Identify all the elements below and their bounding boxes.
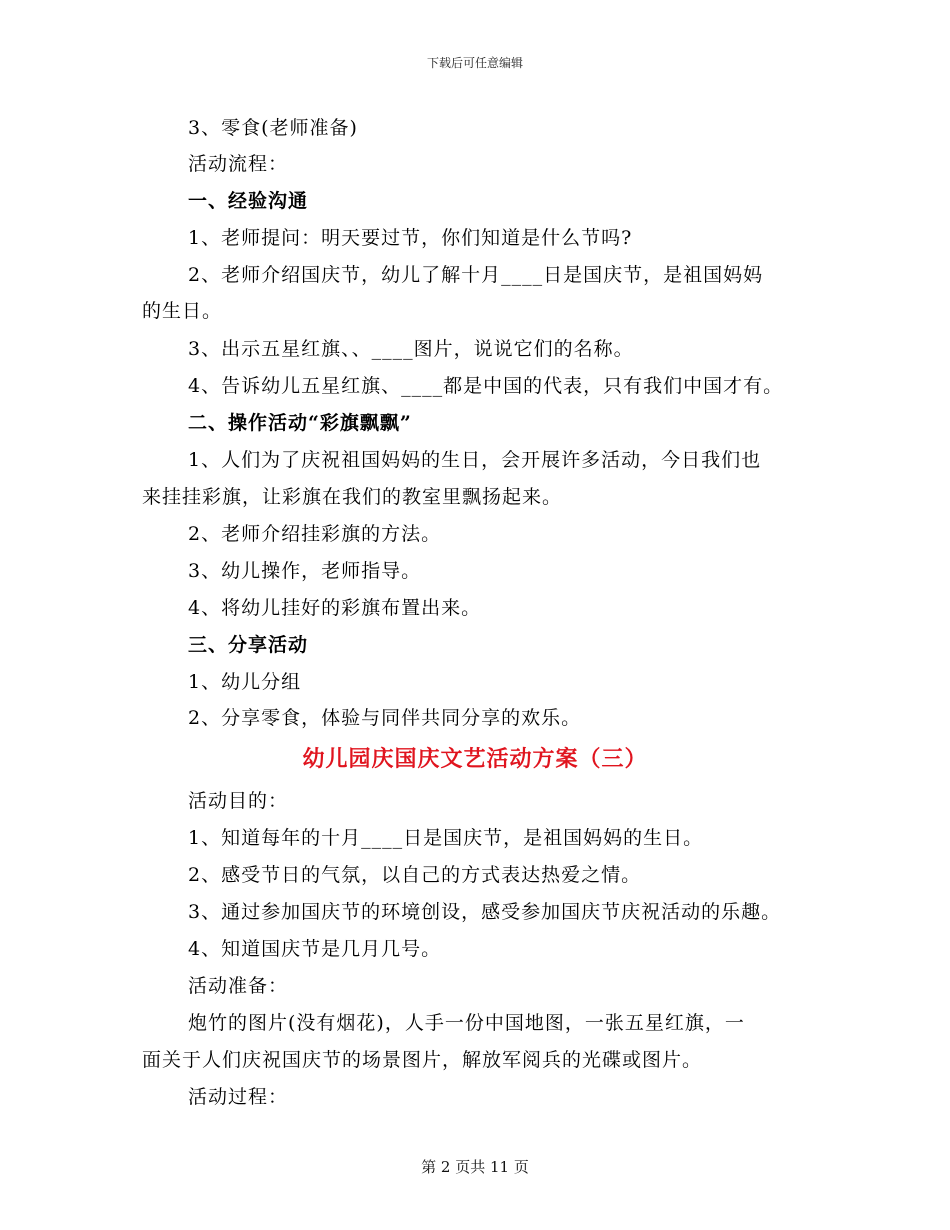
paragraph-line: 1、老师提问：明天要过节，你们知道是什么节吗? <box>188 227 633 249</box>
paragraph-line: 2、老师介绍挂彩旗的方法。 <box>188 523 442 545</box>
section-heading: 二、操作活动“彩旗飘飘” <box>188 412 412 434</box>
paragraph-line: 活动准备： <box>188 975 289 997</box>
paragraph-line: 2、分享零食，体验与同伴共同分享的欢乐。 <box>188 707 582 729</box>
paragraph-line: 活动流程： <box>188 153 289 175</box>
paragraph-line: 活动目的： <box>188 790 289 812</box>
paragraph-line: 的生日。 <box>142 300 223 322</box>
paragraph-line: 炮竹的图片(没有烟花)，人手一份中国地图，一张五星红旗，一 <box>188 1012 745 1034</box>
paragraph-line: 2、老师介绍国庆节，幼儿了解十月____日是国庆节，是祖国妈妈 <box>188 264 764 286</box>
paragraph-line: 1、人们为了庆祝祖国妈妈的生日，会开展许多活动，今日我们也 <box>188 449 762 471</box>
section-heading: 一、经验沟通 <box>188 190 309 212</box>
paragraph-line: 3、零食(老师准备) <box>188 117 358 139</box>
paragraph-line: 面关于人们庆祝国庆节的场景图片，解放军阅兵的光碟或图片。 <box>142 1049 703 1071</box>
section-heading: 三、分享活动 <box>188 634 309 656</box>
paragraph-line: 3、通过参加国庆节的环境创设，感受参加国庆节庆祝活动的乐趣。 <box>188 901 782 923</box>
page-footer: 第 2 页共 11 页 <box>421 1158 529 1176</box>
paragraph-line: 1、知道每年的十月____日是国庆节，是祖国妈妈的生日。 <box>188 827 704 849</box>
paragraph-line: 4、告诉幼儿五星红旗、____都是中国的代表，只有我们中国才有。 <box>188 375 784 397</box>
paragraph-line: 1、幼儿分组 <box>188 671 302 693</box>
page-header: 下载后可任意编辑 <box>426 56 523 70</box>
paragraph-line: 来挂挂彩旗，让彩旗在我们的教室里飘扬起来。 <box>142 486 563 508</box>
paragraph-line: 3、出示五星红旗、、____图片，说说它们的名称。 <box>188 338 634 360</box>
paragraph-line: 活动过程： <box>188 1086 289 1108</box>
paragraph-line: 3、幼儿操作，老师指导。 <box>188 560 422 582</box>
paragraph-line: 4、将幼儿挂好的彩旗布置出来。 <box>188 597 482 619</box>
paragraph-line: 2、感受节日的气氛，以自己的方式表达热爱之情。 <box>188 864 642 886</box>
paragraph-line: 4、知道国庆节是几月几号。 <box>188 938 442 960</box>
section-title: 幼儿园庆国庆文艺活动方案（三） <box>302 746 648 772</box>
